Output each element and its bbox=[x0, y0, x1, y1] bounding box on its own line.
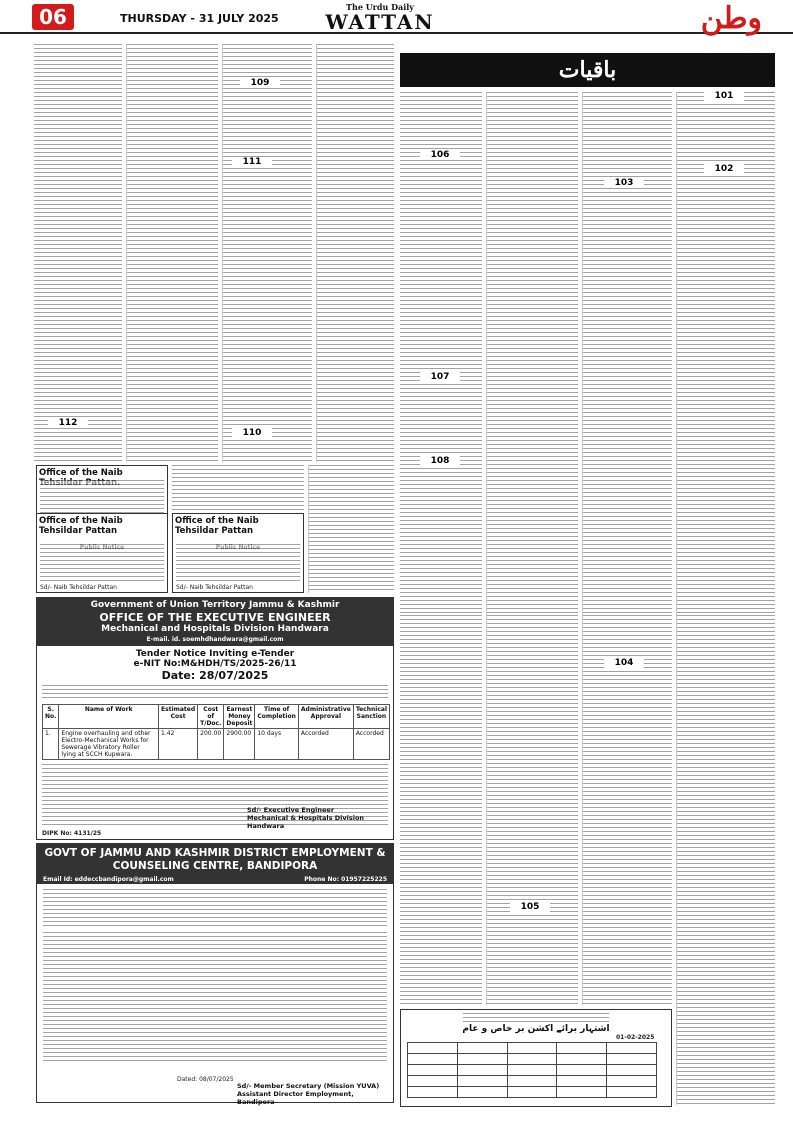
ad-header-text bbox=[463, 1013, 609, 1023]
tender-email: E-mail. id. soemhdhandwara@gmail.com bbox=[37, 635, 393, 646]
tender-number: e-NIT No:M&HDH/TS/2025-26/11 bbox=[133, 659, 297, 669]
article-number: 108 bbox=[420, 456, 460, 466]
table-cell: Engine overhauling and other Electro-Mechanical Works for Sewerage Vibratory Roller lying at SCCH Kupwara. bbox=[59, 729, 159, 760]
tender-title: Tender Notice Inviting e-Tender bbox=[135, 649, 295, 659]
ad-title: اشتہار برائے اکشن بر خاص و عام bbox=[462, 1024, 610, 1034]
tender-notice bbox=[36, 597, 394, 840]
article-number: 112 bbox=[48, 418, 88, 428]
signature-line: Sd/- Member Secretary (Mission YUVA) bbox=[237, 1082, 380, 1090]
table-cell: 10 days bbox=[255, 729, 299, 760]
article-number: 111 bbox=[232, 157, 272, 167]
table-row bbox=[408, 1065, 657, 1076]
article-column bbox=[582, 92, 672, 615]
employment-phone: Phone No: 01957225225 bbox=[304, 876, 387, 883]
paper-subtitle: The Urdu Daily bbox=[346, 2, 414, 12]
notice-signoff: Sd/- Naib Tehsildar Pattan bbox=[176, 584, 253, 591]
table-header: Technical Sanction bbox=[353, 705, 389, 729]
article-number: 106 bbox=[420, 150, 460, 160]
table-header: Administrative Approval bbox=[298, 705, 353, 729]
notice-title: Office of the Naib Tehsildar Pattan bbox=[39, 516, 123, 536]
dipk-number: DIPK No: 4131/25 bbox=[42, 830, 102, 837]
table-row bbox=[408, 1054, 657, 1065]
page-number: 06 bbox=[32, 4, 74, 30]
tender-division-line: Mechanical and Hospitals Division Handwara bbox=[37, 624, 393, 635]
notice-body bbox=[176, 544, 300, 582]
auction-ad bbox=[400, 1009, 672, 1107]
notice-signoff: Sd/- Naib Tehsildar Pattan bbox=[40, 584, 117, 591]
dateline: THURSDAY - 31 JULY 2025 bbox=[120, 12, 279, 25]
public-notice-box bbox=[172, 513, 304, 593]
table-header: Estimated Cost bbox=[159, 705, 198, 729]
table-row bbox=[408, 1043, 657, 1054]
article-number: 105 bbox=[510, 902, 550, 912]
table-header: Name of Work bbox=[59, 705, 159, 729]
article-column bbox=[34, 44, 122, 462]
table-header: Earnest Money Deposit bbox=[224, 705, 255, 729]
table-cell: 200.00 bbox=[198, 729, 224, 760]
table-cell: 1. bbox=[43, 729, 59, 760]
article-column bbox=[400, 615, 482, 1005]
ad-date: 01-02-2025 bbox=[616, 1034, 655, 1041]
table-header: S. No. bbox=[43, 705, 59, 729]
tender-intro bbox=[42, 685, 388, 701]
article-number: 110 bbox=[232, 428, 272, 438]
signature-line: Handwara bbox=[247, 822, 285, 830]
notice-title: Office of the Naib Tehsildar Pattan bbox=[175, 516, 259, 536]
table-row bbox=[408, 1076, 657, 1087]
table-row bbox=[43, 729, 390, 760]
article-number: 104 bbox=[604, 658, 644, 668]
employment-body bbox=[43, 932, 387, 1064]
tender-signature bbox=[247, 806, 364, 830]
article-number: 101 bbox=[704, 91, 744, 101]
article-column bbox=[486, 615, 578, 1005]
article-number: 103 bbox=[604, 178, 644, 188]
notice-body bbox=[40, 544, 164, 582]
article-column bbox=[676, 615, 775, 1105]
employment-line1: GOVT OF JAMMU AND KASHMIR DISTRICT EMPLOYMENT & bbox=[37, 844, 393, 860]
table-cell: 1.42 bbox=[159, 729, 198, 760]
article-column bbox=[486, 92, 578, 615]
article-number: 109 bbox=[240, 78, 280, 88]
employment-signature bbox=[237, 1082, 393, 1106]
table-header: Time of Completion bbox=[255, 705, 299, 729]
signature-line: Sd/- Executive Engineer bbox=[247, 806, 335, 814]
article-column bbox=[126, 44, 218, 462]
employment-notice bbox=[36, 843, 394, 1106]
table-row bbox=[408, 1087, 657, 1098]
employment-email: Email Id: eddeccbandipora@gmail.com bbox=[43, 876, 174, 883]
article-number: 102 bbox=[704, 164, 744, 174]
tender-table bbox=[42, 704, 390, 760]
section-title: باقیات bbox=[400, 53, 775, 87]
table-header-row bbox=[43, 705, 390, 729]
article-number: 107 bbox=[420, 372, 460, 382]
ad-table bbox=[407, 1042, 657, 1098]
paper-title: WATTAN bbox=[325, 10, 435, 34]
employment-line2: COUNSELING CENTRE, BANDIPORA bbox=[37, 860, 393, 875]
article-column bbox=[582, 615, 672, 1005]
article-column bbox=[222, 44, 312, 462]
table-cell: Accorded bbox=[353, 729, 389, 760]
tender-gov-line: Government of Union Territory Jammu & Kashmir bbox=[37, 598, 393, 611]
tender-date: Date: 28/07/2025 bbox=[161, 669, 269, 682]
paper-logo: وطن bbox=[700, 1, 762, 36]
employment-dated: Dated: 08/07/2025 bbox=[177, 1076, 234, 1083]
masthead bbox=[0, 0, 793, 34]
article-column bbox=[172, 465, 304, 510]
employment-contact bbox=[37, 875, 393, 884]
article-column bbox=[400, 92, 482, 615]
article-column bbox=[308, 465, 394, 593]
signature-line: Assistant Director Employment, Bandipora bbox=[237, 1090, 354, 1106]
table-cell: Accorded bbox=[298, 729, 353, 760]
public-notice-box bbox=[36, 513, 168, 593]
notice-title: Office of the Naib bbox=[39, 468, 123, 478]
tender-office-line: OFFICE OF THE EXECUTIVE ENGINEER bbox=[37, 611, 393, 624]
signature-line: Mechanical & Hospitals Division bbox=[247, 814, 365, 822]
paper-name bbox=[305, 2, 455, 34]
table-cell: 2900.00 bbox=[224, 729, 255, 760]
employment-subject bbox=[43, 889, 387, 927]
article-column bbox=[316, 44, 394, 462]
table-header: Cost of T/Doc. bbox=[198, 705, 224, 729]
